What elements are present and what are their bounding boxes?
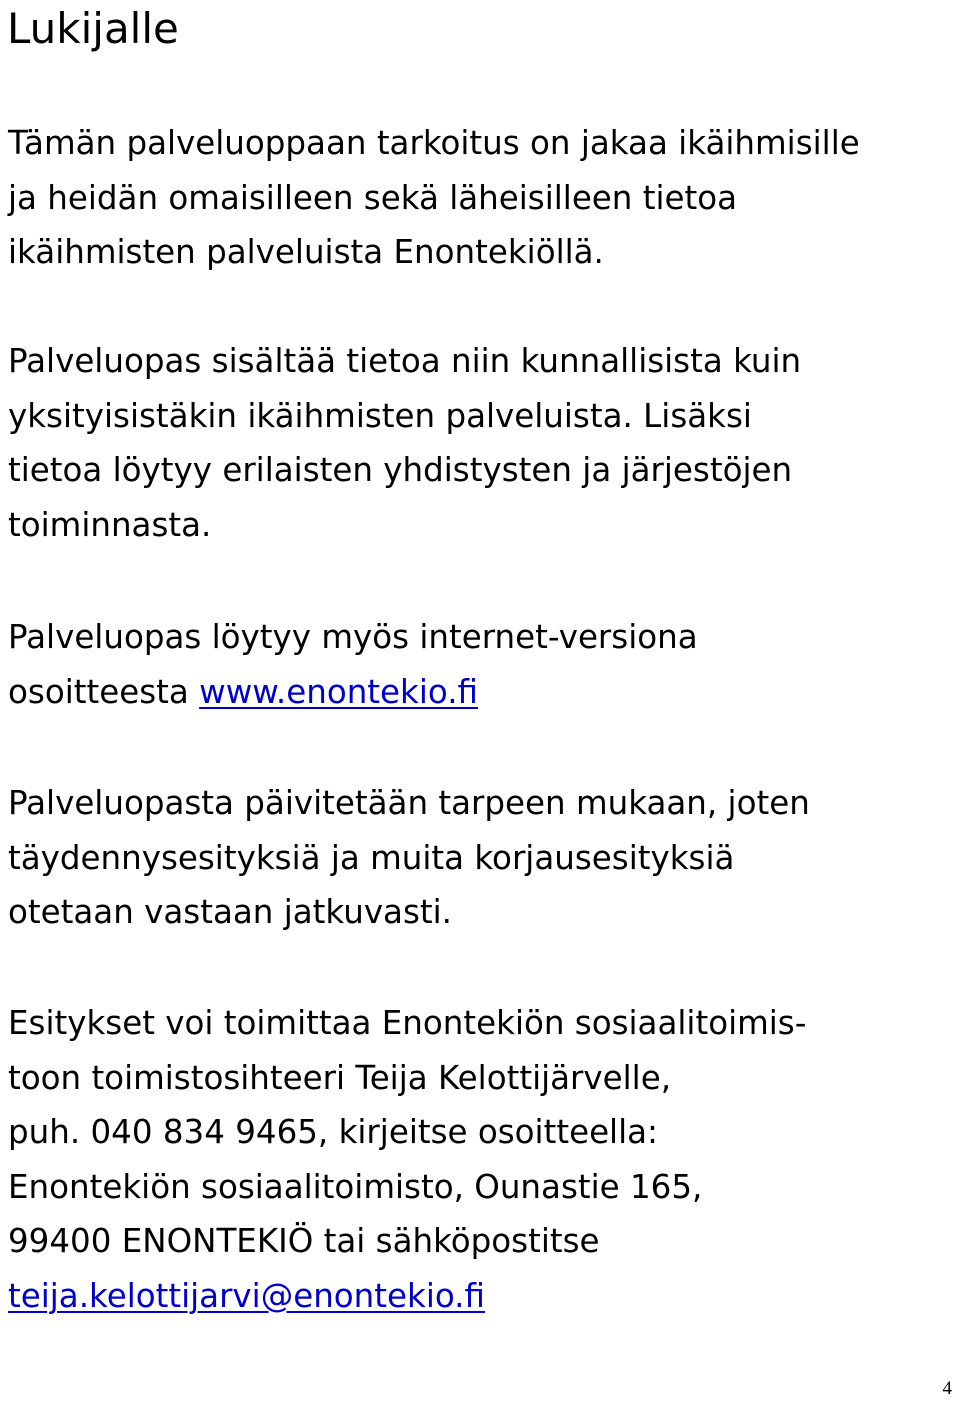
contents-paragraph [8, 334, 801, 552]
text-line: otetaan vastaan jatkuvasti. [8, 893, 453, 931]
text-line: Esitykset voi toimittaa Enontekiön sosiaalitoimis- [8, 1004, 807, 1042]
text-line: ja heidän omaisilleen sekä läheisilleen tietoa [8, 178, 738, 217]
text-line [8, 1269, 806, 1324]
text-line [8, 665, 698, 720]
text-segment: osoitteesta [8, 672, 200, 711]
text-line: Palveluopas löytyy myös internet-versiona [8, 618, 698, 656]
text-line: toon toimistosihteeri Teija Kelottijärvelle, [8, 1058, 672, 1097]
updates-paragraph [8, 776, 810, 940]
page-title: Lukijalle [7, 4, 179, 53]
text-line: puh. 040 834 9465, kirjeitse osoitteella: [8, 1113, 658, 1151]
internet-version-paragraph [8, 610, 698, 719]
website-link[interactable]: www.enontekio.fi [199, 672, 479, 711]
page-number: 4 [942, 1378, 952, 1399]
text-line: Enontekiön sosiaalitoimisto, Ounastie 165, [8, 1167, 703, 1206]
text-line: Palveluopasta päivitetään tarpeen mukaan, joten [8, 784, 810, 822]
email-link[interactable]: teija.kelottijarvi@enontekio.fi [8, 1276, 485, 1315]
text-line: Tämän palveluoppaan tarkoitus on jakaa ikäihmisille [8, 124, 860, 162]
text-line: Palveluopas sisältää tietoa niin kunnallisista kuin [8, 342, 802, 380]
text-line: 99400 ENONTEKIÖ tai sähköpostitse [8, 1222, 600, 1260]
intro-paragraph [8, 116, 860, 280]
text-line: toiminnasta. [8, 505, 212, 544]
text-line: ikäihmisten palveluista Enontekiöllä. [8, 233, 604, 271]
text-line: tietoa löytyy erilaisten yhdistysten ja järjestöjen [8, 451, 793, 489]
text-line: yksityisistäkin ikäihmisten palveluista. Lisäksi [8, 396, 752, 435]
text-line: täydennysesityksiä ja muita korjausesityksiä [8, 838, 735, 877]
contact-paragraph [8, 996, 806, 1323]
